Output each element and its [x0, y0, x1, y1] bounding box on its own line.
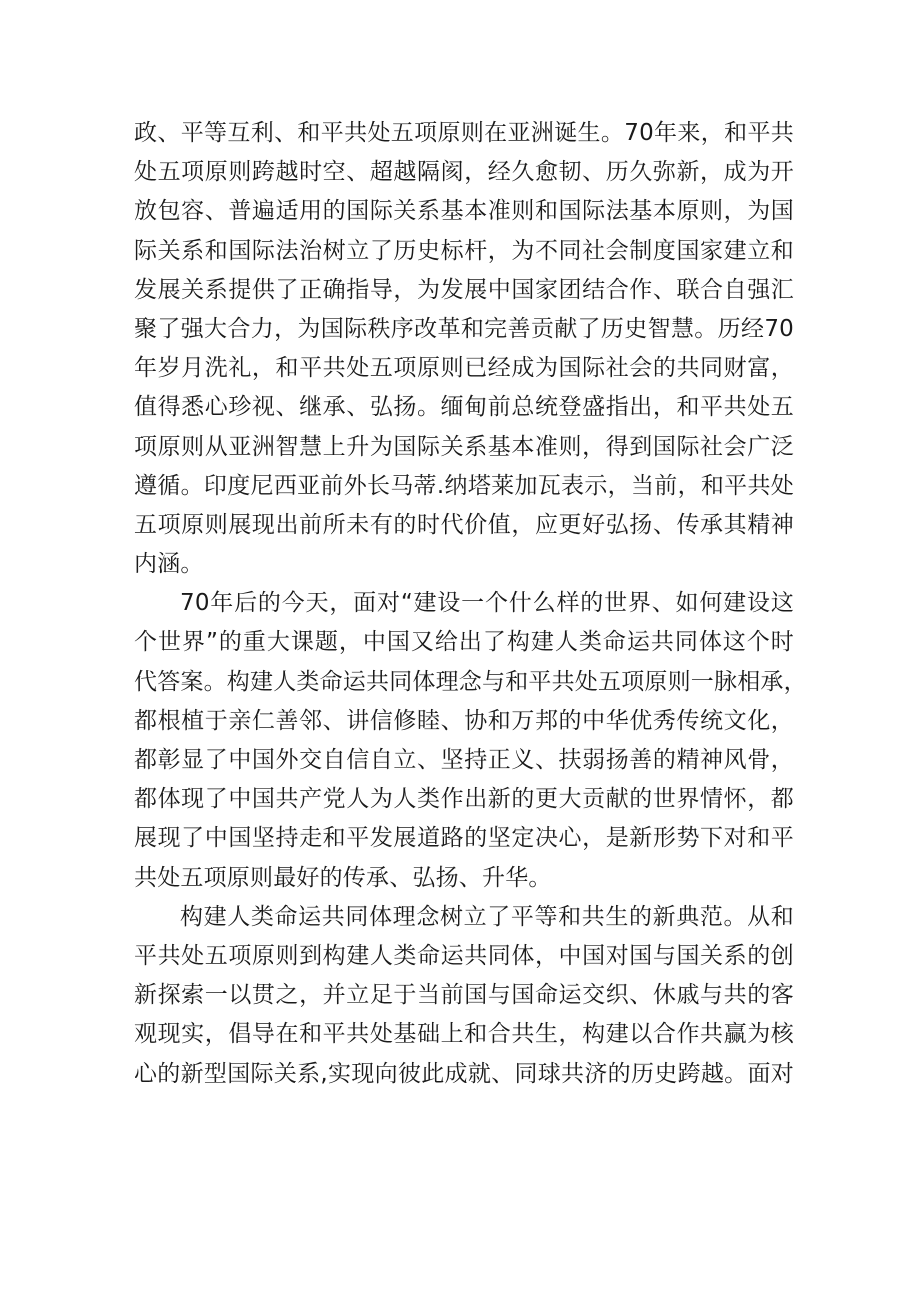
text-line: 发展关系提供了正确指导，为发展中国家团结合作、联合自强汇 — [134, 276, 794, 303]
text-line: 展现了中国坚持走和平发展道路的坚定决心，是新形势下对和平 — [134, 825, 794, 852]
paragraph-1 — [134, 114, 794, 584]
text-line: 观现实，倡导在和平共处基础上和合共生，构建以合作共赢为核 — [134, 1021, 794, 1048]
text-line: 代答案。构建人类命运共同体理念与和平共处五项原则一脉相承， — [134, 668, 807, 695]
text-line: 项原则从亚洲智慧上升为国际关系基本准则，得到国际社会广泛 — [134, 433, 794, 460]
document-body — [134, 114, 807, 1094]
text-line: 平共处五项原则到构建人类命运共同体，中国对国与国关系的创 — [134, 942, 794, 969]
text-line: 构建人类命运共同体理念树立了平等和共生的新典范。从和 — [180, 903, 794, 930]
text-line: 心的新型国际关系,实现向彼此成就、同球共济的历史跨越。面对 — [134, 1060, 794, 1087]
text-line: 遵循。印度尼西亚前外长马蒂.纳塔莱加瓦表示，当前，和平共处 — [134, 472, 794, 499]
text-line: 都根植于亲仁善邻、讲信修睦、协和万邦的中华优秀传统文化， — [134, 707, 794, 734]
paragraph-2 — [134, 584, 807, 898]
paragraph-3 — [134, 898, 794, 1094]
text-line: 放包容、普遍适用的国际关系基本准则和国际法基本原则，为国 — [134, 198, 794, 225]
text-line: 际关系和国际法治树立了历史标杆，为不同社会制度国家建立和 — [134, 237, 794, 264]
text-line: 共处五项原则最好的传承、弘扬、升华。 — [134, 864, 552, 891]
text-line: 年岁月洗礼，和平共处五项原则已经成为国际社会的共同财富， — [134, 355, 794, 382]
text-line: 70年后的今天，面对“建设一个什么样的世界、如何建设这 — [180, 590, 794, 617]
text-line: 新探索一以贯之，并立足于当前国与国命运交织、休戚与共的客 — [134, 982, 794, 1009]
text-line: 五项原则展现出前所未有的时代价值，应更好弘扬、传承其精神 — [134, 511, 794, 538]
text-line: 聚了强大合力，为国际秩序改革和完善贡献了历史智慧。历经70 — [134, 315, 794, 342]
text-line: 政、平等互利、和平共处五项原则在亚洲诞生。70年来，和平共 — [134, 120, 794, 146]
text-line: 都彰显了中国外交自信自立、坚持正义、扶弱扬善的精神风骨， — [134, 747, 794, 773]
text-line: 处五项原则跨越时空、超越隔阂，经久愈韧、历久弥新，成为开 — [134, 159, 794, 186]
text-line: 个世界”的重大课题，中国又给出了构建人类命运共同体这个时 — [134, 629, 794, 656]
text-line: 都体现了中国共产党人为人类作出新的更大贡献的世界情怀，都 — [134, 786, 794, 813]
text-line: 值得悉心珍视、继承、弘扬。缅甸前总统登盛指出，和平共处五 — [134, 394, 794, 421]
text-line: 内涵。 — [134, 551, 204, 578]
